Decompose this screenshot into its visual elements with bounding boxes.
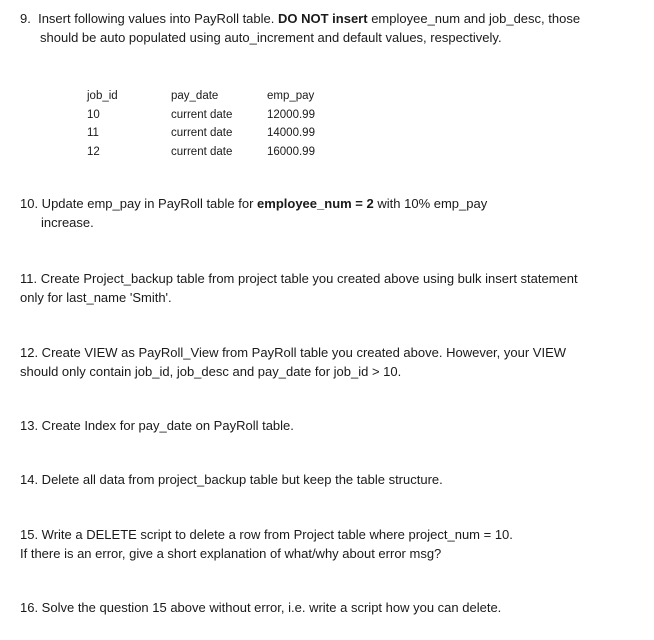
table-row	[87, 106, 347, 125]
question-11-line-2: only for last_name 'Smith'.	[20, 290, 172, 305]
question-12-line-1: 12. Create VIEW as PayRoll_View from PayRoll table you created above. However, your VIEW	[20, 345, 567, 360]
table-cell: 10	[87, 108, 100, 121]
question-9	[20, 9, 635, 47]
table-header-emp-pay: emp_pay	[267, 90, 315, 102]
question-10	[20, 194, 635, 232]
question-10-line-2: increase.	[41, 215, 94, 230]
question-13	[20, 416, 635, 435]
question-12-line-2: should only contain job_id, job_desc and pay_date for job_id > 10.	[20, 364, 402, 379]
table-header-job-id: job_id	[87, 90, 118, 102]
question-9-text-a: Insert following values into PayRoll table.	[38, 11, 275, 26]
question-10-line-1	[20, 194, 635, 213]
question-10-text-b: with 10% emp_pay	[377, 196, 488, 211]
question-10-bold-text: employee_num = 2	[257, 196, 374, 211]
table-cell: 11	[87, 127, 99, 139]
table-cell: 12	[87, 145, 100, 158]
question-12	[20, 343, 635, 381]
question-15	[20, 525, 635, 563]
question-11	[20, 269, 635, 307]
table-header-row	[87, 87, 347, 106]
table-header-pay-date: pay_date	[171, 90, 219, 102]
question-10-text-a: 10. Update emp_pay in PayRoll table for	[20, 196, 254, 211]
table-cell: current date	[171, 108, 233, 121]
table-cell: current date	[171, 127, 233, 139]
question-9-number: 9.	[20, 11, 31, 26]
table-row	[87, 143, 347, 162]
question-15-line-2: If there is an error, give a short explanation of what/why about error msg?	[20, 546, 442, 561]
question-9-line-2: should be auto populated using auto_increment and default values, respectively.	[40, 30, 502, 45]
question-14	[20, 470, 635, 489]
question-9-text-b: employee_num and job_desc, those	[371, 11, 581, 26]
table-row	[87, 124, 347, 143]
question-14-line-1: 14. Delete all data from project_backup table but keep the table structure.	[20, 472, 443, 487]
question-15-line-1: 15. Write a DELETE script to delete a row from Project table where project_num = 10.	[20, 527, 513, 542]
question-9-bold-text: DO NOT insert	[278, 11, 368, 26]
question-16	[20, 598, 635, 617]
question-13-line-1: 13. Create Index for pay_date on PayRoll table.	[20, 418, 294, 433]
table-cell: 14000.99	[267, 127, 315, 139]
payroll-values-table	[87, 87, 347, 161]
table-cell: 12000.99	[267, 108, 315, 121]
table-cell: current date	[171, 145, 233, 158]
question-9-line-1	[20, 9, 635, 28]
question-16-line-1: 16. Solve the question 15 above without error, i.e. write a script how you can delete.	[20, 600, 502, 615]
table-cell: 16000.99	[267, 145, 315, 158]
question-11-line-1: 11. Create Project_backup table from project table you created above using bulk insert statement	[20, 271, 578, 286]
